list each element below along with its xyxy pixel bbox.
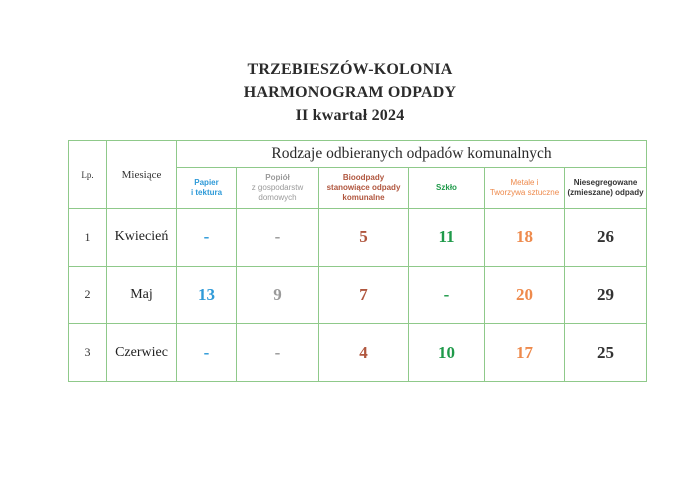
quarter-title: II kwartał 2024 xyxy=(295,107,405,124)
category-ash: Popiół z gospodarstw domowych xyxy=(237,168,319,209)
value-metal-plastic: 17 xyxy=(485,324,565,382)
months-header: Miesiące xyxy=(107,141,177,209)
value-metal-plastic: 18 xyxy=(485,209,565,267)
table-row xyxy=(69,209,647,267)
value-ash: 9 xyxy=(237,266,319,324)
row-number: 2 xyxy=(69,266,107,324)
lp-header: Lp. xyxy=(69,141,107,209)
collection-schedule-table xyxy=(68,140,647,382)
value-glass: 11 xyxy=(409,209,485,267)
value-mixed: 29 xyxy=(565,266,647,324)
month-cell: Czerwiec xyxy=(107,324,177,382)
table-row xyxy=(69,266,647,324)
category-metal-plastic: Metale i Tworzywa sztuczne xyxy=(485,168,565,209)
month-cell: Maj xyxy=(107,266,177,324)
value-glass: - xyxy=(409,266,485,324)
value-ash: - xyxy=(237,209,319,267)
document-header xyxy=(0,58,700,127)
value-ash: - xyxy=(237,324,319,382)
schedule-title: HARMONOGRAM ODPADY xyxy=(243,84,457,101)
value-bio: 7 xyxy=(319,266,409,324)
month-cell: Kwiecień xyxy=(107,209,177,267)
value-glass: 10 xyxy=(409,324,485,382)
value-paper: 13 xyxy=(177,266,237,324)
locality-title: TRZEBIESZÓW-KOLONIA xyxy=(247,61,453,78)
value-mixed: 25 xyxy=(565,324,647,382)
value-mixed: 26 xyxy=(565,209,647,267)
category-bio: Bioodpady stanowiące odpady komunalne xyxy=(319,168,409,209)
table-row xyxy=(69,324,647,382)
category-mixed: Niesegregowane (zmieszane) odpady xyxy=(565,168,647,209)
waste-types-header: Rodzaje odbieranych odpadów komunalnych xyxy=(177,141,647,168)
value-bio: 5 xyxy=(319,209,409,267)
value-metal-plastic: 20 xyxy=(485,266,565,324)
value-paper: - xyxy=(177,209,237,267)
category-paper: Papier i tektura xyxy=(177,168,237,209)
category-glass: Szkło xyxy=(409,168,485,209)
row-number: 1 xyxy=(69,209,107,267)
row-number: 3 xyxy=(69,324,107,382)
value-paper: - xyxy=(177,324,237,382)
table-header-row-1 xyxy=(69,141,647,168)
value-bio: 4 xyxy=(319,324,409,382)
